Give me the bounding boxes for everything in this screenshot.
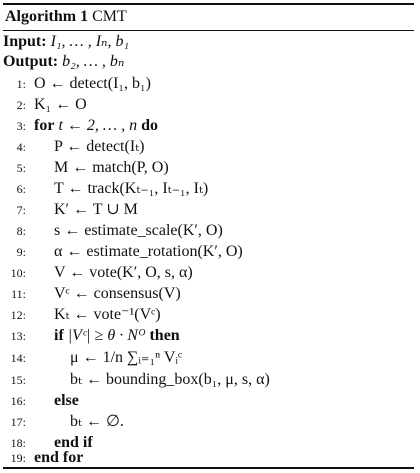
line-text: α ← estimate_rotation(K′, O) [54, 243, 243, 260]
algorithm-label: Algorithm 1 [5, 8, 89, 25]
for-keyword: for [34, 117, 55, 134]
then-keyword: then [149, 327, 180, 344]
line-text: bₜ ← bounding_box(b₁, μ, s, α) [70, 371, 270, 388]
line-text: t ← 2, … , n [58, 117, 138, 134]
line-number: 12: [10, 308, 26, 322]
line-text: V ← vote(K′, O, s, α) [54, 264, 193, 281]
line-number: 6: [16, 182, 26, 196]
line-number: 17: [10, 415, 26, 429]
line-number: 9: [16, 245, 26, 259]
line-text: P ← detect(Iₜ) [54, 138, 145, 155]
line-text: K′ ← T ∪ M [54, 201, 138, 218]
line-number: 19: [10, 451, 26, 465]
line-text: Vᶜ ← consensus(V) [54, 285, 181, 302]
do-keyword: do [141, 117, 159, 134]
line-text: |Vᶜ| ≥ θ · Nᴼ [67, 327, 146, 344]
end-for-keyword: end for [34, 449, 84, 466]
line-number: 8: [16, 224, 26, 238]
algorithm-caption [5, 8, 127, 26]
line-text: Kₜ ← vote⁻¹(Vᶜ) [54, 306, 161, 323]
input-value: I₁, … , Iₙ, b₁ [50, 33, 130, 50]
line-text: O ← detect(I₁, b₁) [34, 75, 151, 92]
end-if-keyword: end if [54, 434, 93, 451]
line-number: 16: [10, 394, 26, 408]
line-number: 15: [10, 373, 26, 387]
bottom-rule [3, 467, 414, 469]
if-keyword: if [54, 327, 64, 344]
line-number: 10: [10, 266, 26, 280]
line-number: 7: [16, 203, 26, 217]
algorithm-box [3, 3, 414, 469]
caption-rule [3, 30, 414, 31]
line-number: 11: [11, 287, 26, 301]
line-text: μ ← 1/n ∑ᵢ₌₁ⁿ Vᵢᶜ [70, 349, 183, 366]
line-number: 5: [16, 161, 26, 175]
line-text: M ← match(P, O) [54, 159, 169, 176]
line-number: 3: [16, 119, 26, 133]
output-keyword: Output: [3, 53, 59, 70]
line-number: 1: [16, 77, 26, 91]
line-number: 4: [16, 140, 26, 154]
else-keyword: else [54, 392, 79, 409]
algorithm-name: CMT [92, 8, 127, 25]
line-number: 14: [10, 351, 26, 365]
line-number: 13: [10, 329, 26, 343]
line-number: 2: [16, 98, 26, 112]
output-value: b₂, … , bₙ [62, 53, 125, 70]
input-keyword: Input: [3, 33, 47, 50]
line-text: bₜ ← ∅. [70, 413, 124, 430]
line-text: K₁ ← O [34, 96, 87, 113]
top-rule [3, 3, 414, 5]
line-text: T ← track(Kₜ₋₁, Iₜ₋₁, Iₜ) [54, 180, 209, 197]
line-text: s ← estimate_scale(K′, O) [54, 222, 223, 239]
line-number: 18: [10, 436, 26, 450]
